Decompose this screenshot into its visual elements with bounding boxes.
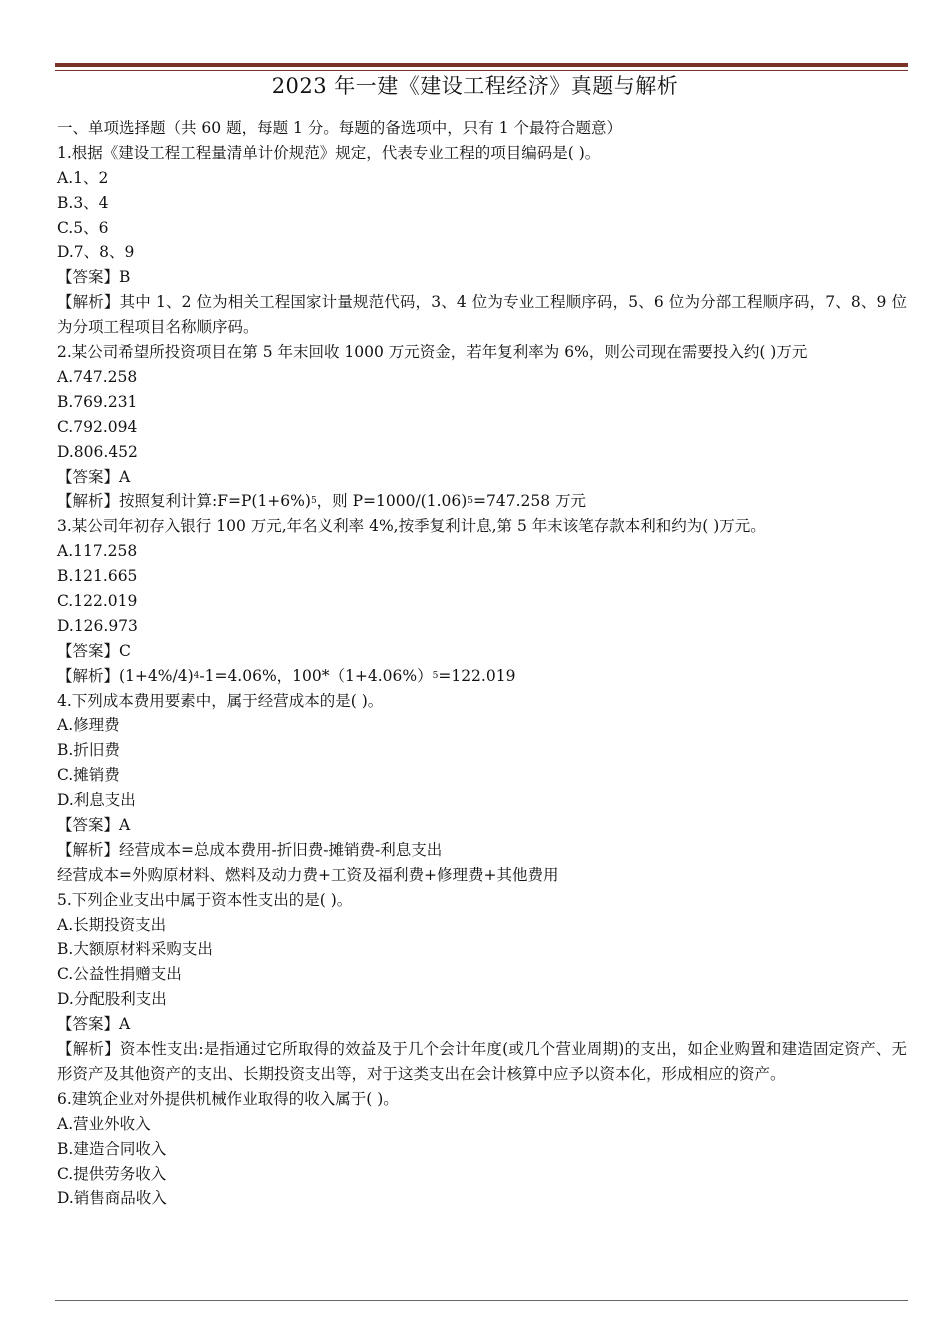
question-2-option-d: D.806.452 bbox=[57, 442, 138, 461]
question-3-option-b: B.121.665 bbox=[57, 567, 138, 586]
question-6-stem: 6.建筑企业对外提供机械作业取得的收入属于( )。 bbox=[57, 1089, 399, 1108]
question-3-analysis-exponent-2: 5 bbox=[432, 670, 439, 681]
document-title: 2023 年一建《建设工程经济》真题与解析 bbox=[271, 74, 679, 98]
question-4-stem: 4.下列成本费用要素中，属于经营成本的是( )。 bbox=[57, 691, 384, 710]
question-6-option-b: B.建造合同收入 bbox=[57, 1139, 167, 1158]
question-6-option-a: A.营业外收入 bbox=[57, 1114, 151, 1133]
question-1-option-b: B.3、4 bbox=[57, 193, 109, 212]
question-5-answer: 【答案】A bbox=[57, 1015, 131, 1034]
question-2-option-c: C.792.094 bbox=[57, 417, 138, 436]
question-1-answer: 【答案】B bbox=[57, 268, 131, 287]
question-2-analysis bbox=[57, 489, 907, 514]
question-4-option-a: A.修理费 bbox=[57, 716, 120, 735]
question-3-analysis-part-1: 【解析】(1+4%/4) bbox=[57, 666, 194, 685]
footer-rule bbox=[55, 1300, 908, 1301]
question-2-analysis-part-3: =747.258 万元 bbox=[473, 492, 587, 511]
question-4-option-d: D.利息支出 bbox=[57, 791, 136, 810]
question-1-option-c: C.5、6 bbox=[57, 218, 109, 237]
question-2-option-b: B.769.231 bbox=[57, 392, 138, 411]
question-2-analysis-part-1: 【解析】按照复利计算:F=P(1+6%) bbox=[57, 492, 311, 511]
question-2-analysis-exponent-2: 5 bbox=[467, 496, 474, 507]
question-4-option-b: B.折旧费 bbox=[57, 741, 120, 760]
question-4-analysis-continued: 经营成本=外购原材料、燃料及动力费+工资及福利费+修理费+其他费用 bbox=[57, 865, 559, 884]
question-3-analysis-exponent-1: 4 bbox=[193, 670, 200, 681]
question-2-option-a: A.747.258 bbox=[57, 367, 138, 386]
question-4-analysis: 【解析】经营成本=总成本费用-折旧费-摊销费-利息支出 bbox=[57, 840, 443, 859]
question-3-stem: 3.某公司年初存入银行 100 万元,年名义利率 4%,按季复利计息,第 5 年末该笔存款本利和约为( )万元。 bbox=[57, 517, 766, 536]
question-5-option-b: B.大额原材料采购支出 bbox=[57, 940, 213, 959]
question-3-analysis bbox=[57, 664, 907, 689]
question-2-answer: 【答案】A bbox=[57, 467, 131, 486]
question-3-option-d: D.126.973 bbox=[57, 616, 138, 635]
section-heading: 一、单项选择题（共 60 题，每题 1 分。每题的备选项中，只有 1 个最符合题意） bbox=[57, 119, 623, 137]
question-5-option-d: D.分配股利支出 bbox=[57, 990, 167, 1009]
question-6-option-d: D.销售商品收入 bbox=[57, 1189, 167, 1208]
question-3-answer: 【答案】C bbox=[57, 641, 131, 660]
question-1-option-a: A.1、2 bbox=[57, 168, 109, 187]
header-rule-thin bbox=[55, 70, 908, 71]
question-2-analysis-part-2: ，则 P=1000/(1.06) bbox=[316, 492, 468, 511]
document-body bbox=[57, 116, 907, 1211]
question-2-stem: 2.某公司希望所投资项目在第 5 年末回收 1000 万元资金，若年复利率为 6%，则公司现在需要投入约( )万元 bbox=[57, 343, 808, 362]
question-6-option-c: C.提供劳务收入 bbox=[57, 1164, 167, 1183]
question-5-option-c: C.公益性捐赠支出 bbox=[57, 965, 182, 984]
question-3-analysis-part-2: -1=4.06%，100*（1+4.06%） bbox=[199, 666, 433, 685]
question-3-option-a: A.117.258 bbox=[57, 542, 138, 561]
question-3-option-c: C.122.019 bbox=[57, 591, 138, 610]
question-1-stem: 1.根据《建设工程工程量清单计价规范》规定，代表专业工程的项目编码是( )。 bbox=[57, 143, 601, 162]
question-5-stem: 5.下列企业支出中属于资本性支出的是( )。 bbox=[57, 890, 353, 909]
question-5-option-a: A.长期投资支出 bbox=[57, 915, 167, 934]
question-3-analysis-part-3: =122.019 bbox=[438, 666, 516, 685]
question-4-option-c: C.摊销费 bbox=[57, 766, 120, 785]
question-1-analysis: 【解析】其中 1、2 位为相关工程国家计量规范代码，3、4 位为专业工程顺序码，5、6 位为分部工程顺序码，7、8、9 位为分项工程项目名称顺序码。 bbox=[57, 293, 907, 337]
question-5-analysis: 【解析】资本性支出:是指通过它所取得的效益及于几个会计年度(或几个营业周期)的支出，如企业购置和建造固定资产、无形资产及其他资产的支出、长期投资支出等，对于这类支出在会计核算中应予以资本化，形成相应的资产。 bbox=[57, 1040, 907, 1083]
question-2-analysis-exponent-1: 5 bbox=[310, 496, 317, 507]
header-rule-thick bbox=[55, 63, 908, 67]
question-1-option-d: D.7、8、9 bbox=[57, 243, 135, 262]
question-4-answer: 【答案】A bbox=[57, 816, 131, 834]
